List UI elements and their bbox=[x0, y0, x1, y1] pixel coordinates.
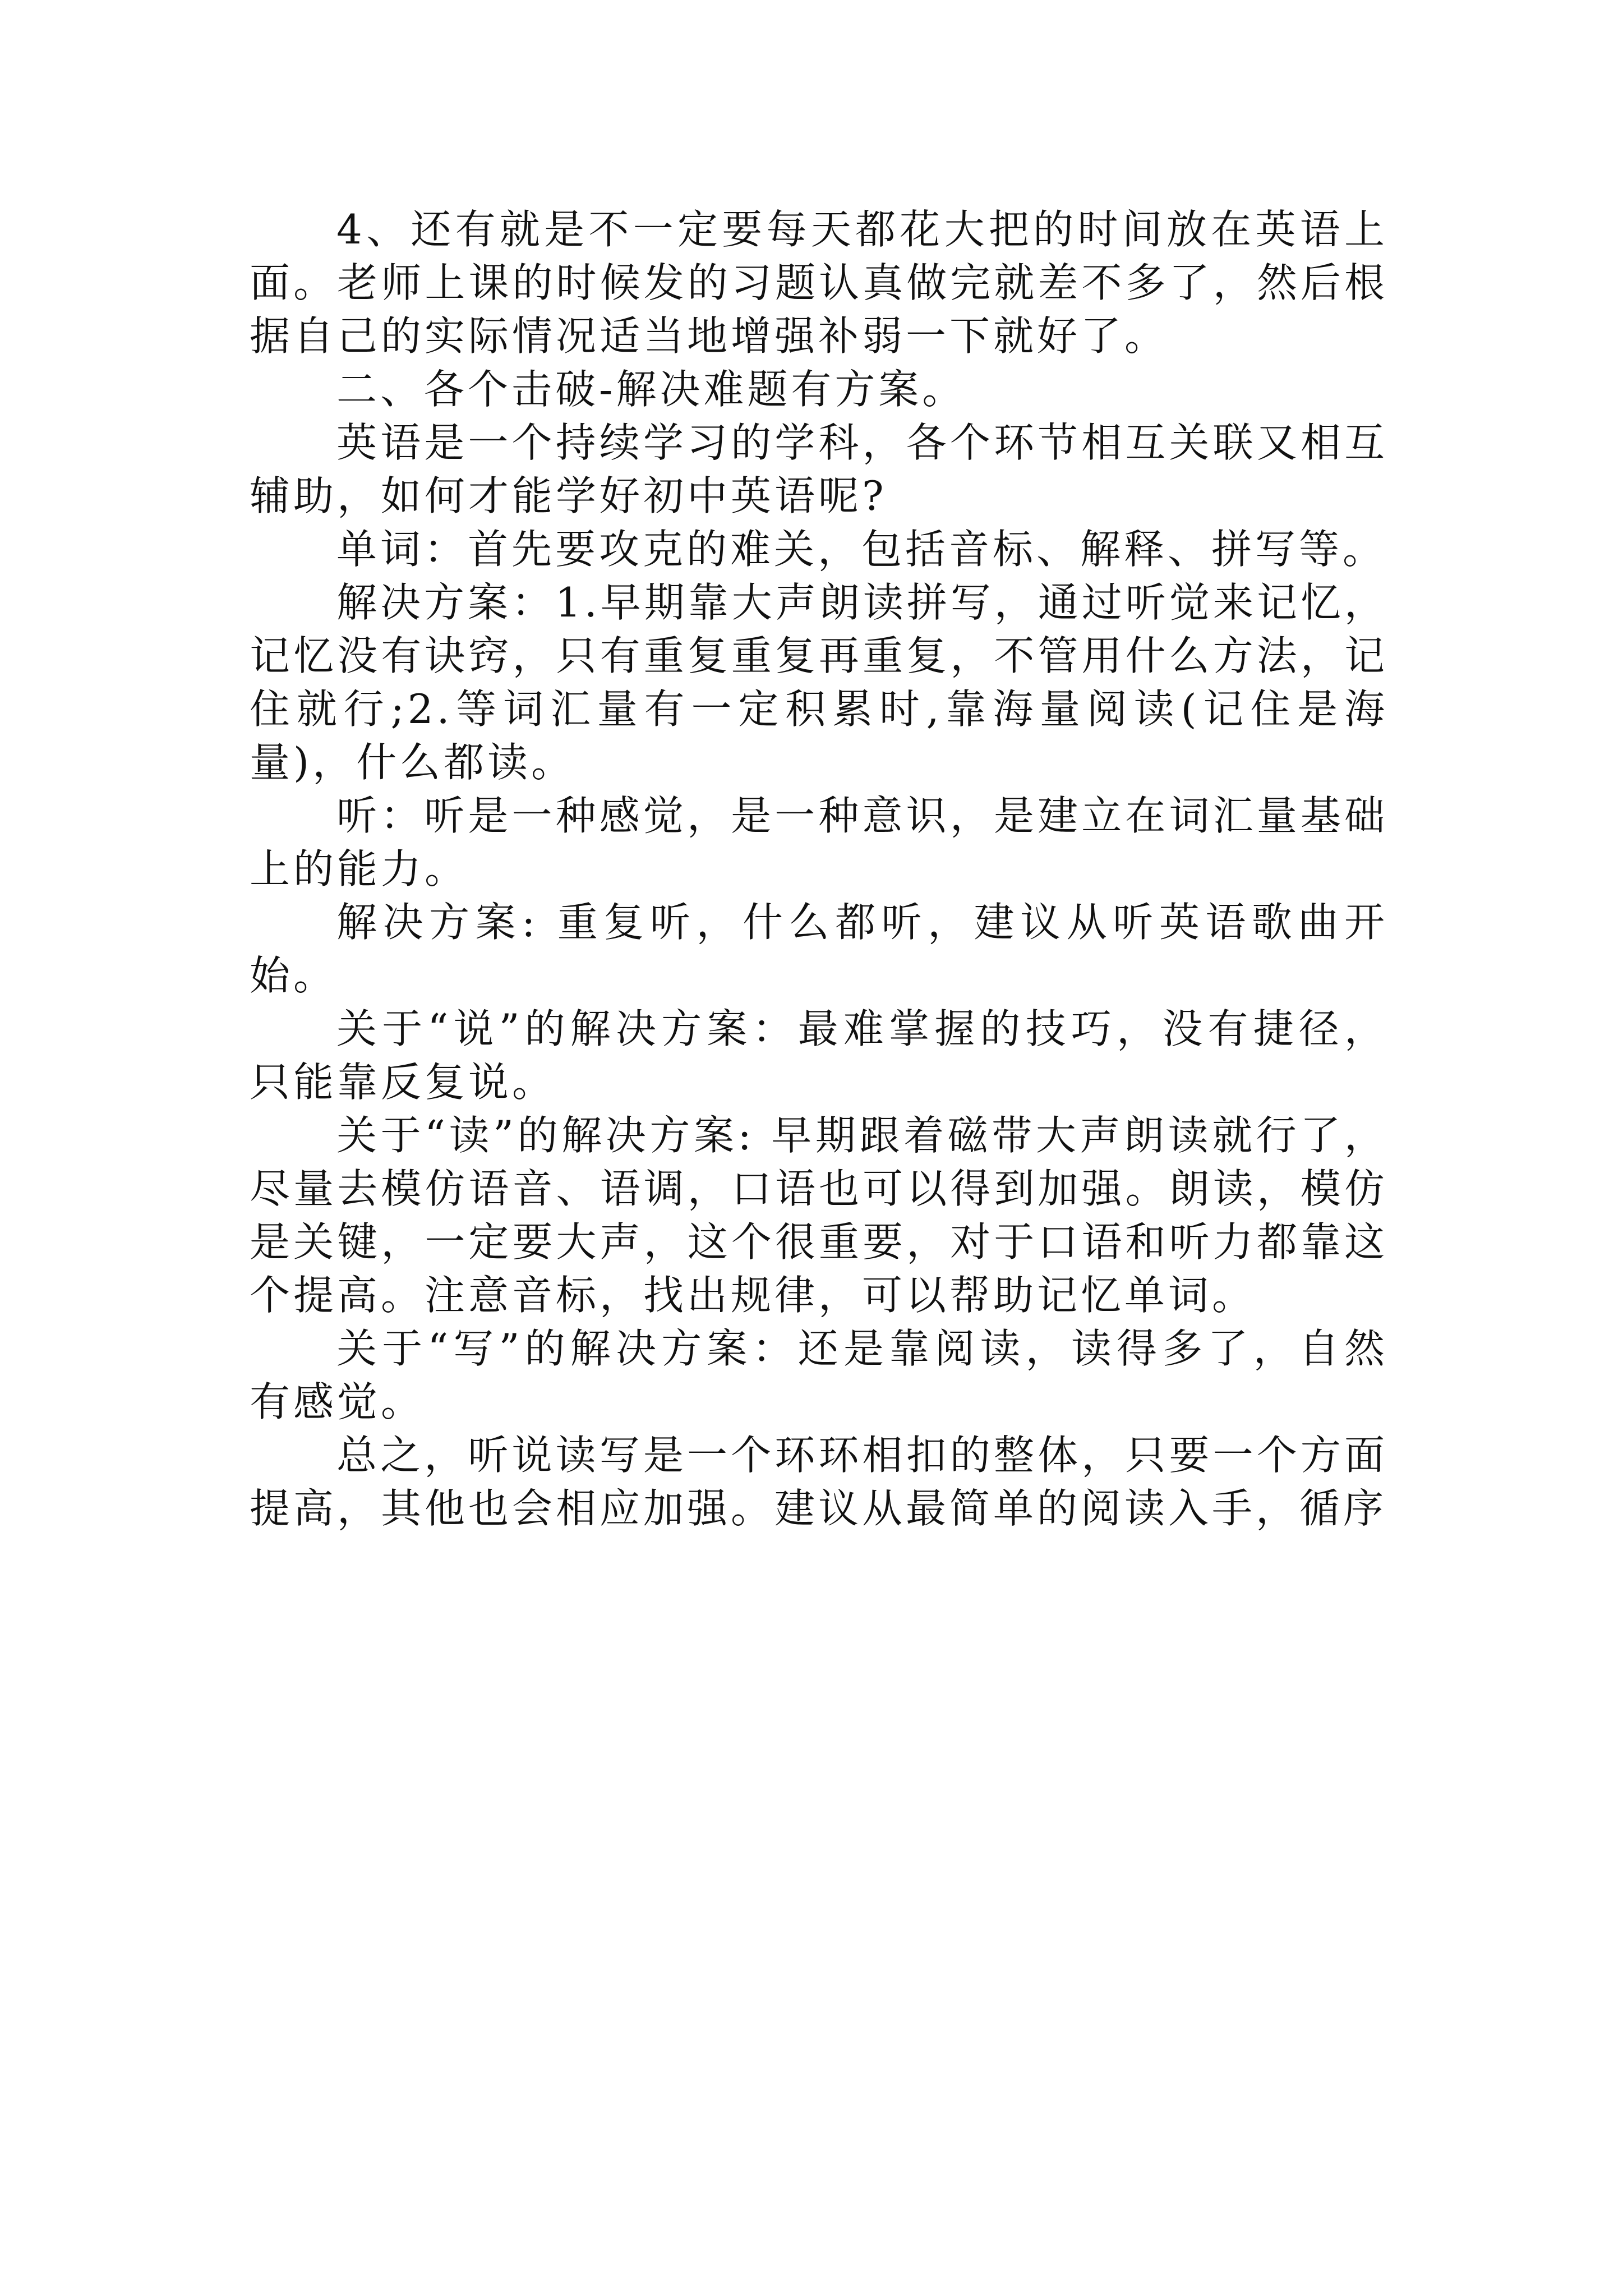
paragraph-english-intro: 英语是一个持续学习的学科，各个环节相互关联又相互辅助，如何才能学好初中英语呢? bbox=[250, 419, 1388, 519]
document-body bbox=[250, 203, 1388, 1535]
paragraph-listening: 听：听是一种感觉，是一种意识，是建立在词汇量基础上的能力。 bbox=[250, 792, 1388, 892]
paragraph-reading-solution: 关于“读”的解决方案: 早期跟着磁带大声朗读就行了，尽量去模仿语音、语调，口语也可以得到加强。朗读，模仿是关键，一定要大声，这个很重要，对于口语和听力都靠这个提高。注意音标，找出规律，可以帮助记忆单词。 bbox=[250, 1112, 1388, 1319]
paragraph-summary: 总之，听说读写是一个环环相扣的整体，只要一个方面提高，其他也会相应加强。建议从最简单的阅读入手，循序 bbox=[250, 1432, 1388, 1532]
paragraph-vocabulary: 单词：首先要攻克的难关，包括音标、解释、拼写等。 bbox=[336, 526, 1387, 573]
paragraph-writing-solution: 关于“写”的解决方案：还是靠阅读，读得多了，自然有感觉。 bbox=[250, 1325, 1388, 1425]
paragraph-4-time-management: 4、还有就是不一定要每天都花大把的时间放在英语上面。老师上课的时候发的习题认真做完就差不多了，然后根据自己的实际情况适当地增强补弱一下就好了。 bbox=[250, 206, 1388, 360]
paragraph-listening-solution: 解决方案: 重复听，什么都听，建议从听英语歌曲开始。 bbox=[250, 899, 1388, 999]
paragraph-vocabulary-solution: 解决方案：1.早期靠大声朗读拼写，通过听觉来记忆，记忆没有诀窍，只有重复重复再重复，不管用什么方法，记住就行;2.等词汇量有一定积累时,靠海量阅读(记住是海量)，什么都读。 bbox=[250, 579, 1388, 786]
section-heading-solutions: 二、各个击破-解决难题有方案。 bbox=[336, 366, 966, 413]
paragraph-speaking-solution: 关于“说”的解决方案：最难掌握的技巧，没有捷径，只能靠反复说。 bbox=[250, 1005, 1388, 1106]
